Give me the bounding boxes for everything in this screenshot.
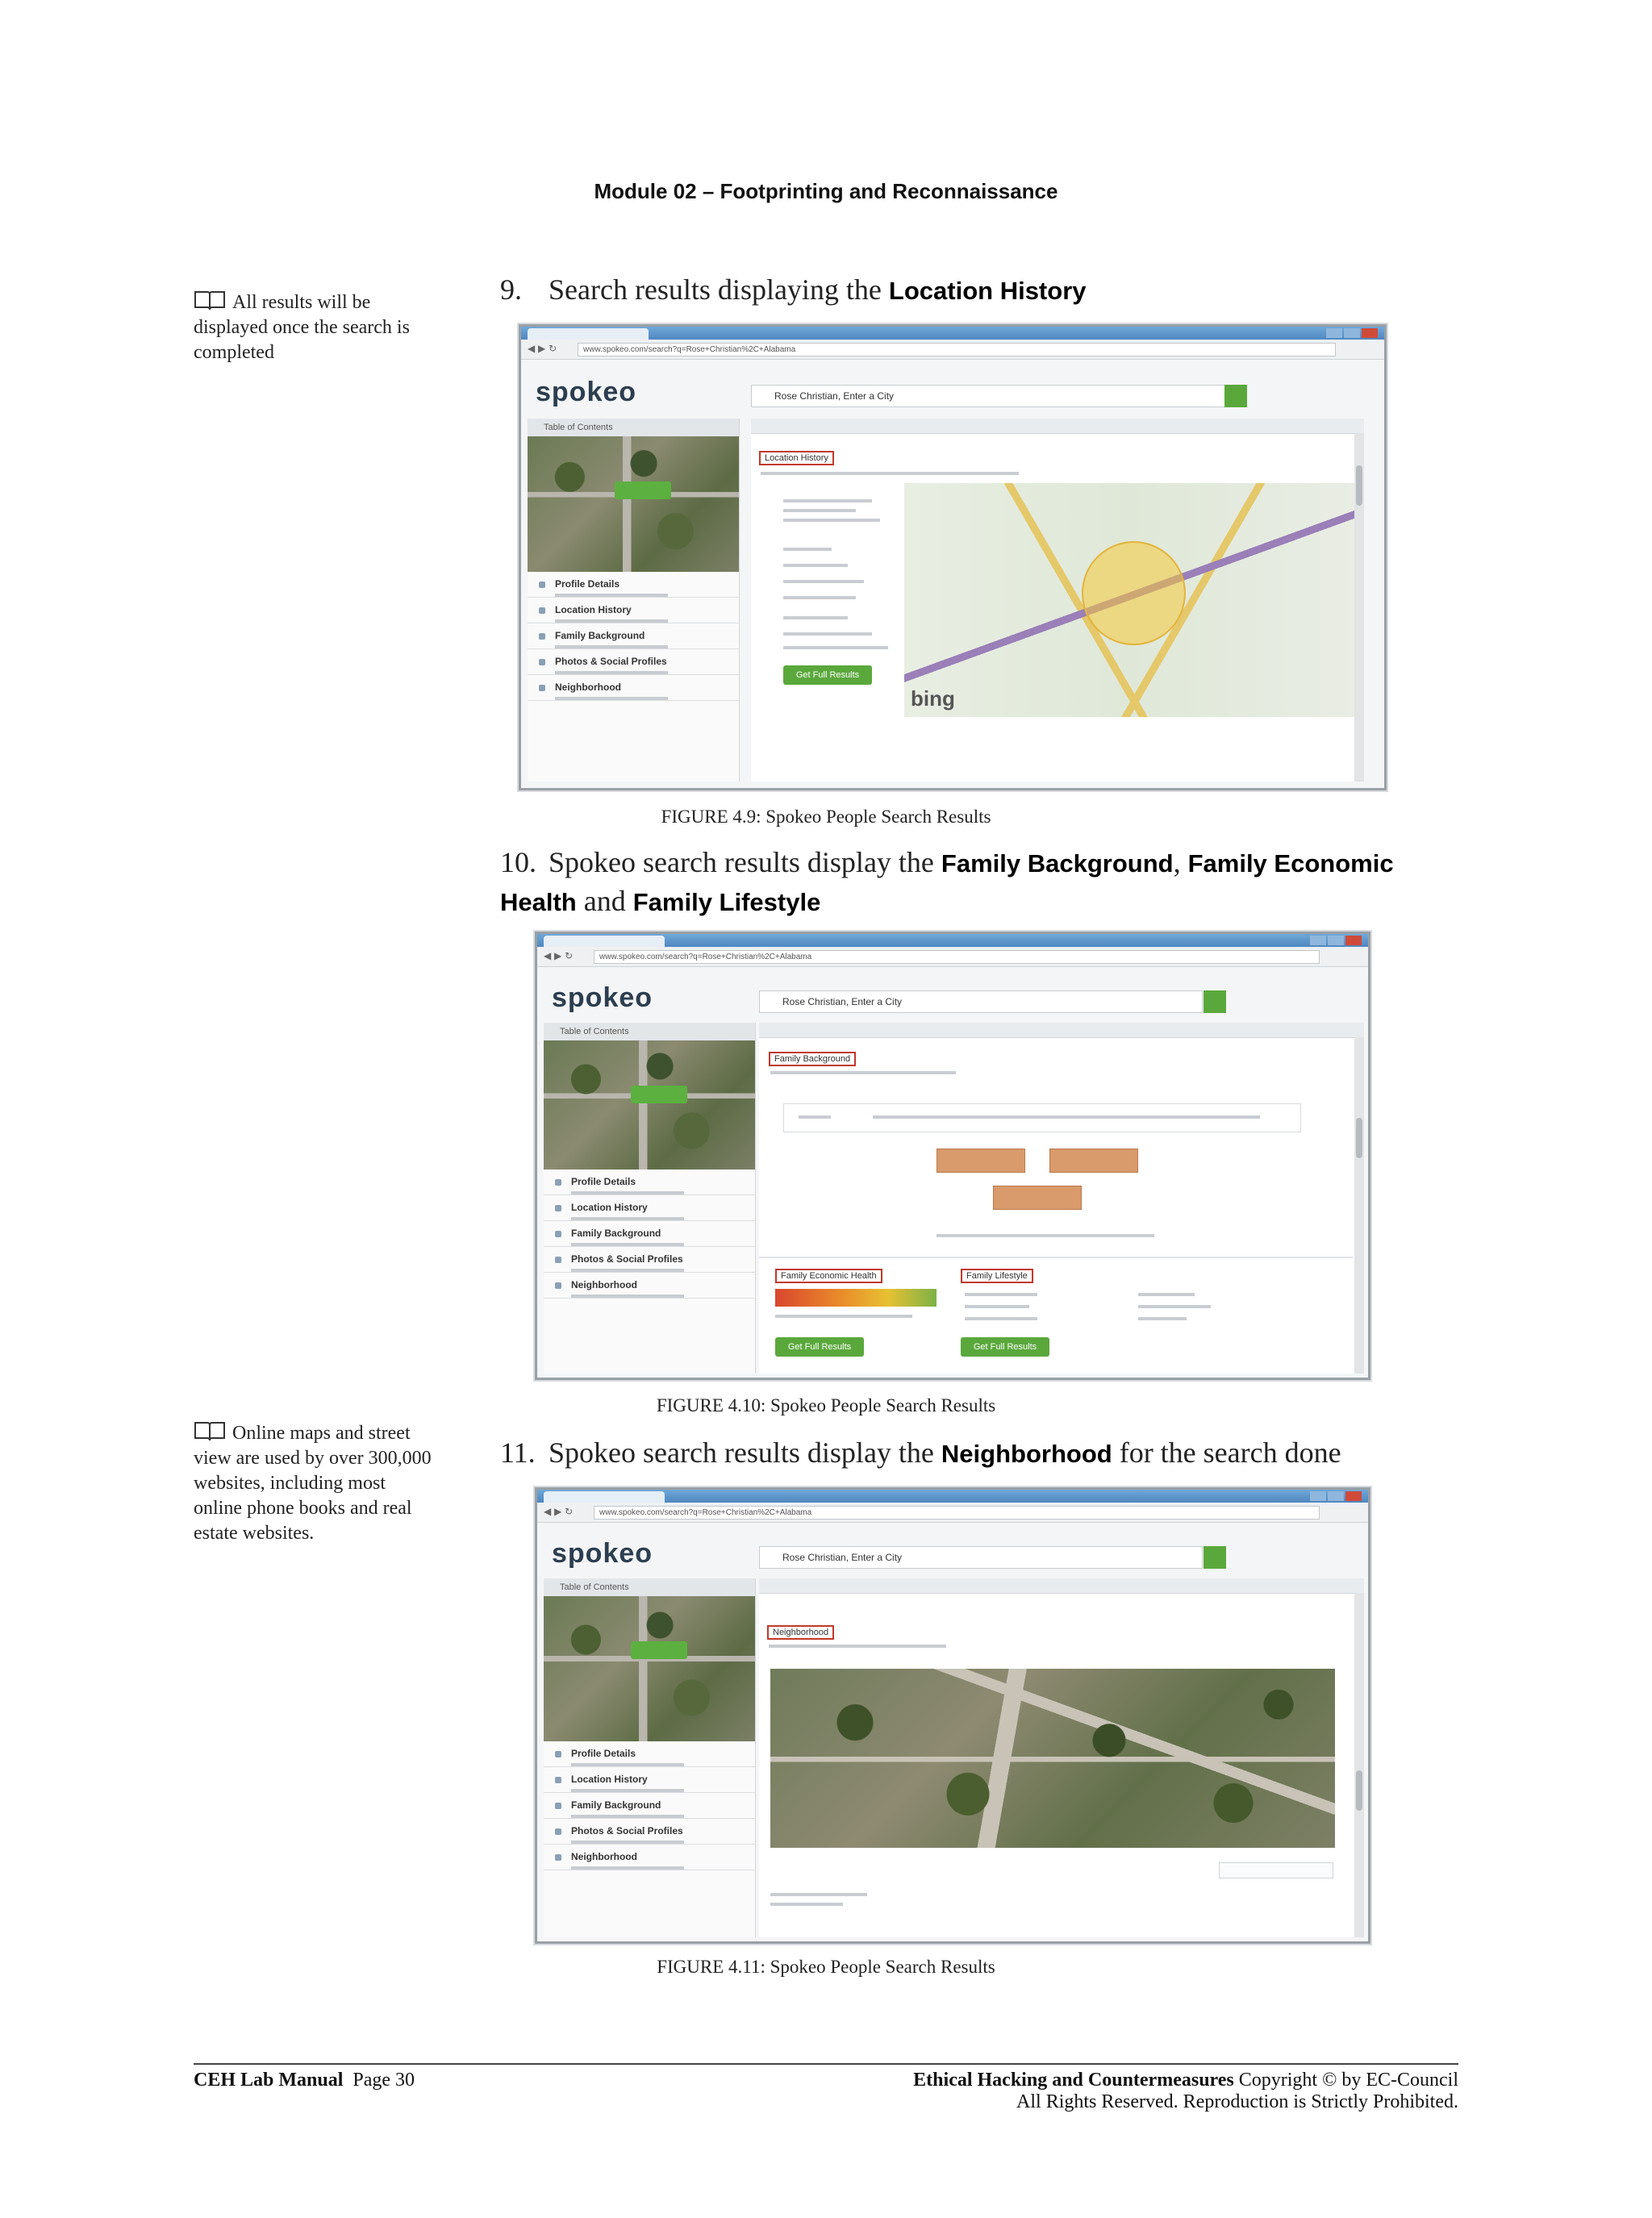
economic-health-tag: Family Economic Health — [775, 1269, 882, 1283]
search-input[interactable]: Rose Christian, Enter a City — [759, 1546, 1203, 1569]
address-bar — [537, 1503, 1368, 1523]
section-tag: Location History — [759, 451, 834, 465]
step-text: Search results displaying the — [549, 273, 889, 306]
side-note-text: Online maps and street view are used by over 300,000 websites, including most online phone books and real estate websites. — [194, 1423, 432, 1544]
step-bold: Family Background — [941, 849, 1174, 878]
address-bar — [537, 947, 1368, 967]
neighborhood-link-button[interactable] — [1219, 1862, 1333, 1878]
toc-header[interactable]: Table of Contents — [528, 419, 739, 436]
step-number: 10. — [500, 846, 536, 878]
side-note-text: All results will be displayed once the search is completed — [194, 292, 410, 363]
search-button[interactable] — [1204, 990, 1226, 1013]
location-map[interactable] — [904, 483, 1356, 717]
scrollbar[interactable] — [1354, 433, 1364, 782]
screenshot-family-background — [535, 932, 1370, 1380]
get-full-results-button[interactable]: Get Full Results — [961, 1337, 1049, 1357]
sidebar-item-family[interactable]: Family Background — [528, 623, 739, 649]
step-bold: Family Lifestyle — [632, 888, 821, 916]
module-header: Module 02 – Footprinting and Reconnaissance — [594, 179, 1058, 203]
sidebar-item-location[interactable]: Location History — [528, 598, 739, 623]
address-bar — [521, 340, 1384, 360]
spokeo-logo[interactable]: spokeo — [552, 1538, 653, 1569]
search-input[interactable]: Rose Christian, Enter a City — [759, 990, 1203, 1013]
window-controls[interactable] — [1308, 1490, 1365, 1501]
scrollbar[interactable] — [1354, 1037, 1364, 1374]
tree-node-mother[interactable] — [1049, 1149, 1138, 1173]
get-full-results-button[interactable]: Get Full Results — [775, 1337, 864, 1357]
section-tag: Neighborhood — [767, 1625, 834, 1640]
bing-logo: bing — [911, 686, 955, 711]
spokeo-logo[interactable]: spokeo — [536, 377, 637, 407]
search-input[interactable]: Rose Christian, Enter a City — [751, 385, 1225, 407]
panel-header — [759, 1023, 1364, 1038]
tree-node-self[interactable] — [993, 1186, 1082, 1210]
footer-rights: All Rights Reserved. Reproduction is Strictly Prohibited. — [1016, 2091, 1458, 2112]
figure-caption: FIGURE 4.9: Spokeo People Search Results — [661, 807, 991, 827]
sidebar-item-neighborhood[interactable]: Neighborhood — [544, 1845, 755, 1870]
step-text: Spokeo search results display the — [549, 846, 941, 878]
sidebar-item-profile[interactable]: Profile Details — [544, 1169, 755, 1195]
step-number: 9. — [500, 273, 522, 306]
url-field[interactable]: www.spokeo.com/search?q=Rose+Christian%2C+Alabama — [594, 950, 1320, 964]
step-bold: Neighborhood — [941, 1440, 1112, 1468]
get-full-results-button[interactable]: Get Full Results — [783, 665, 872, 685]
nav-arrows-icon[interactable]: ◀ ▶ ↻ — [544, 1506, 574, 1517]
panel-header — [751, 419, 1364, 434]
window-controls[interactable] — [1308, 935, 1365, 945]
unlock-button[interactable] — [615, 482, 671, 499]
main-panel — [751, 419, 1364, 782]
footer-title: Ethical Hacking and Countermeasures — [913, 2070, 1234, 2091]
title-bar — [521, 327, 1384, 340]
sidebar-item-profile[interactable]: Profile Details — [528, 572, 739, 598]
panel-header — [759, 1578, 1364, 1594]
sidebar-item-neighborhood[interactable]: Neighborhood — [544, 1273, 755, 1299]
sidebar-item-location[interactable]: Location History — [544, 1195, 755, 1221]
screenshot-neighborhood — [535, 1487, 1370, 1944]
sidebar — [544, 1578, 756, 1937]
footer-left — [194, 2070, 415, 2091]
sidebar-item-family[interactable]: Family Background — [544, 1793, 755, 1819]
footer-manual: CEH Lab Manual — [194, 2070, 344, 2091]
location-circle — [1082, 541, 1186, 645]
search-button[interactable] — [1204, 1546, 1226, 1569]
step-text: Spokeo search results display the — [549, 1436, 941, 1469]
url-field[interactable]: www.spokeo.com/search?q=Rose+Christian%2C+Alabama — [594, 1506, 1320, 1520]
browser-tab[interactable] — [544, 1491, 665, 1503]
toc-header[interactable]: Table of Contents — [544, 1023, 755, 1040]
section-tag: Family Background — [769, 1052, 856, 1066]
footer-divider — [194, 2063, 1458, 2065]
main-panel — [759, 1023, 1364, 1374]
step-10: 10. Spokeo search results display the Family Background, Family Economic Health and Family Lifestyle — [500, 844, 1436, 921]
sidebar-item-photos[interactable]: Photos & Social Profiles — [528, 649, 739, 675]
browser-tab[interactable] — [544, 936, 665, 947]
url-field[interactable]: www.spokeo.com/search?q=Rose+Christian%2C+Alabama — [578, 343, 1336, 356]
step-number: 11. — [500, 1436, 536, 1469]
sidebar — [528, 419, 740, 782]
sidebar-item-family[interactable]: Family Background — [544, 1221, 755, 1247]
footer-copyright: Copyright © by EC-Council — [1238, 2070, 1458, 2091]
nav-arrows-icon[interactable]: ◀ ▶ ↻ — [544, 950, 574, 961]
lifestyle-tag: Family Lifestyle — [961, 1269, 1033, 1283]
main-panel — [759, 1578, 1364, 1937]
side-note-maps — [194, 1420, 436, 1546]
family-tree-info — [783, 1103, 1301, 1132]
title-bar — [537, 934, 1368, 947]
economic-gauge — [775, 1289, 937, 1307]
footer-page: Page 30 — [353, 2070, 415, 2091]
step-text: for the search done — [1112, 1436, 1341, 1469]
neighborhood-aerial-view[interactable] — [770, 1669, 1335, 1848]
screenshot-location-history — [519, 324, 1387, 790]
step-9 — [500, 271, 1436, 310]
sidebar-item-photos[interactable]: Photos & Social Profiles — [544, 1819, 755, 1845]
sidebar-item-location[interactable]: Location History — [544, 1767, 755, 1793]
step-bold: Family Economic Health — [500, 849, 1394, 916]
unlock-button[interactable] — [631, 1086, 687, 1103]
title-bar — [537, 1490, 1368, 1503]
tree-node-father[interactable] — [937, 1149, 1025, 1173]
aerial-photo — [544, 1040, 755, 1169]
scrollbar[interactable] — [1354, 1593, 1364, 1937]
toc-header[interactable]: Table of Contents — [544, 1578, 755, 1596]
step-bold: Location History — [888, 277, 1087, 305]
figure-caption: FIGURE 4.11: Spokeo People Search Results — [657, 1957, 995, 1977]
sidebar-item-profile[interactable]: Profile Details — [544, 1741, 755, 1767]
sidebar — [544, 1023, 756, 1374]
step-11 — [500, 1434, 1436, 1473]
side-note-results — [194, 289, 436, 365]
aerial-photo — [544, 1596, 755, 1741]
window-controls[interactable] — [1325, 327, 1381, 338]
unlock-button[interactable] — [631, 1641, 687, 1659]
browser-tab[interactable] — [528, 328, 649, 340]
sidebar-item-neighborhood[interactable]: Neighborhood — [528, 675, 739, 701]
footer-right — [913, 2070, 1458, 2113]
book-icon — [194, 1420, 226, 1442]
figure-caption: FIGURE 4.10: Spokeo People Search Results — [656, 1395, 996, 1415]
spokeo-logo[interactable]: spokeo — [552, 982, 653, 1013]
aerial-photo — [528, 436, 739, 572]
search-button[interactable] — [1224, 385, 1247, 407]
book-icon — [194, 289, 226, 311]
sidebar-item-photos[interactable]: Photos & Social Profiles — [544, 1247, 755, 1273]
nav-arrows-icon[interactable]: ◀ ▶ ↻ — [528, 343, 557, 354]
